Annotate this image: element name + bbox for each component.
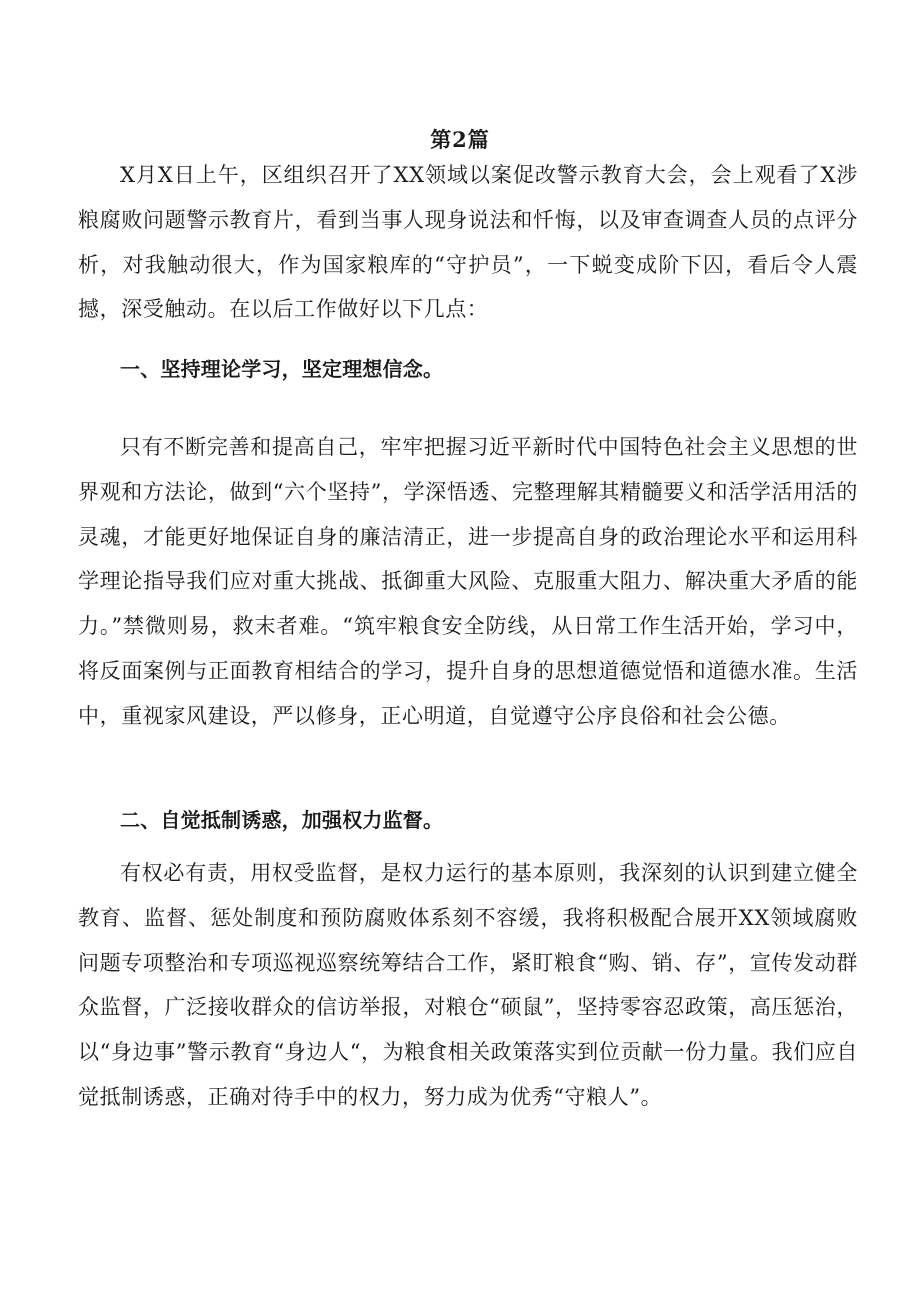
section-body-1: 只有不断完善和提高自己，牢牢把握习近平新时代中国特色社会主义思想的世界观和方法论，做到“六个坚持”，学深悟透、完整理解其精髓要义和活学活用活的灵魂，才能更好地保证自身的廉洁清正，进一步提高自身的政治理论水平和运用科学理论指导我们应对重大挑战、抵御重大风险、克服重大阻力、解决重大矛盾的能力。”禁微则易，救末者难。“筑牢粮食安全防线，从日常工作生活开始，学习中，将反面案例与正面教育相结合的学习，提升自身的思想道德觉悟和道德水准。生活中，重视家风建设，严以修身，正心明道，自觉遵守公序良俗和社会公德。 <box>78 435 858 728</box>
section-heading-1: 一、坚持理论学习，坚定理想信念。 <box>120 357 444 381</box>
document-title: 第2篇 <box>430 127 490 152</box>
intro-paragraph: X月X日上午，区组织召开了XX领域以案促改警示教育大会，会上观看了X涉粮腐败问题警示教育片，看到当事人现身说法和忏悔，以及审查调查人员的点评分析，对我触动很大，作为国家粮库的“守护员”，一下蜕变成阶下囚，看后令人震撼，深受触动。在以后工作做好以下几点： <box>78 163 858 322</box>
section-heading-2: 二、自觉抵制诱惑，加强权力监督。 <box>120 808 444 832</box>
section-body-2: 有权必有责，用权受监督，是权力运行的基本原则，我深刻的认识到建立健全教育、监督、惩处制度和预防腐败体系刻不容缓，我将积极配合展开XX领域腐败问题专项整治和专项巡视巡察统筹结合工作，紧盯粮食“购、销、存”，宣传发动群众监督，广泛接收群众的信访举报，对粮仓“硕鼠”，坚持零容忍政策，高压惩治，以“身边事”警示教育“身边人“，为粮食相关政策落实到位贡献一份力量。我们应自觉抵制诱惑，正确对待手中的权力，努力成为优秀“守粮人”。 <box>78 861 858 1109</box>
